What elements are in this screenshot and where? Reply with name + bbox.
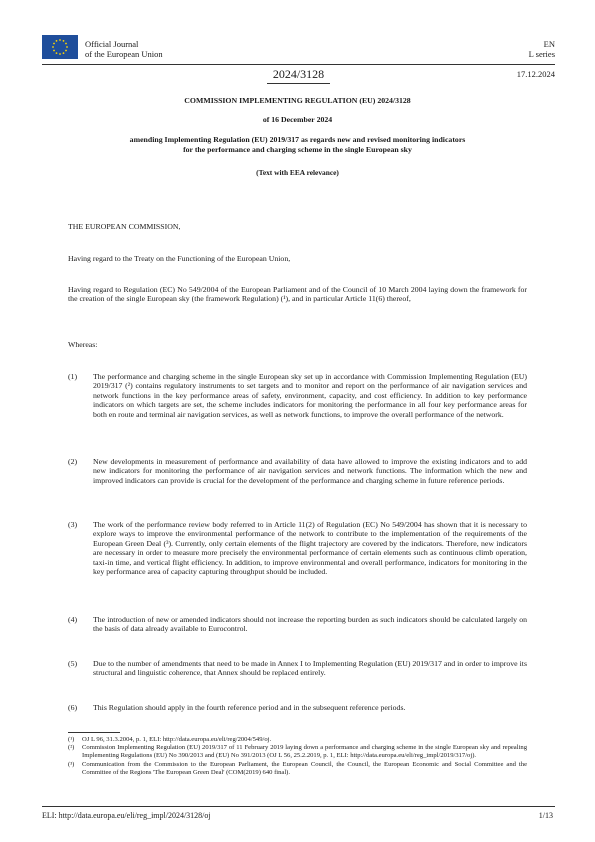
journal-title-line1: Official Journal xyxy=(85,39,139,49)
recital-text: This Regulation should apply in the fourth reference period and in the subsequent reference periods. xyxy=(93,703,406,712)
footnote-mark: (²) xyxy=(68,744,75,752)
regulation-subject-line1: amending Implementing Regulation (EU) 2019/317 as regards new and revised monitoring indicators xyxy=(129,135,466,144)
recital-number: (4) xyxy=(68,615,78,624)
document-number-text: 2024/3128 xyxy=(267,67,330,84)
whereas-label: Whereas: xyxy=(68,340,98,349)
regulation-subject xyxy=(60,135,535,155)
footnote xyxy=(68,744,527,760)
footer-divider xyxy=(42,806,555,807)
footnote-text: Commission Implementing Regulation (EU) 2019/317 of 11 February 2019 laying down a performance and charging scheme in the single European sky and repealing Implementing Regulations (EU) No 390/2013 and (EU) No 391/2013 (OJ L 56, 25.2.2019, p. 1, ELI: http://data.europa.eu/eli/reg_impl/2019/317/oj). xyxy=(82,744,527,760)
journal-header xyxy=(42,35,555,63)
recital-text: The introduction of new or amended indicators should not increase the reporting burden as such indicators should be calculated largely on the basis of data already available to Eurocontrol. xyxy=(93,615,527,634)
recital-text: The work of the performance review body referred to in Article 11(2) of Regulation (EC) No 549/2004 has shown that it is necessary to explore ways to improve the environmental performance of the network to contribute to the implementation of the requirements of the European Green Deal (³). Currently, only certain elements of the flight trajectory are covered by the indicators. Therefore, new indicators are necessary in order to measure more precisely the environmental performance of certain elements such as continuous climb operation, taxi-in time, and vertical flight efficiency. In addition, to improve environmental and overall performance, indicators for monitoring in the key performance area of capacity capturing throughput should be included. xyxy=(93,520,527,577)
recital-number: (6) xyxy=(68,703,78,712)
footnote-mark: (³) xyxy=(68,760,75,768)
header-divider xyxy=(42,64,555,65)
language-code: EN xyxy=(543,39,555,49)
regulation-date: of 16 December 2024 xyxy=(262,115,333,124)
regulation-subject-line2: for the performance and charging scheme in the single European sky xyxy=(183,145,412,154)
recital-number: (1) xyxy=(68,372,78,381)
language-series xyxy=(529,39,555,59)
recital-text: New developments in measurement of performance and availability of data have allowed to improve the existing indicators and to add new indicators for monitoring the performance of air navigation services and network functions. The information which the new and improved indicators can provide is crucial for the development of the performance and charging scheme in future reference periods. xyxy=(93,457,527,485)
footnote xyxy=(68,736,527,744)
recital-number: (3) xyxy=(68,520,78,529)
journal-title-line2: of the European Union xyxy=(85,49,163,59)
publication-date: 17.12.2024 xyxy=(516,69,555,79)
recital-text: Due to the number of amendments that need to be made in Annex I to Implementing Regulation (EU) 2019/317 and in order to improve its structural and linguistic coherence, that Annex should be replaced entirely. xyxy=(93,659,527,678)
journal-title xyxy=(85,39,163,59)
footnote-mark: (¹) xyxy=(68,736,75,743)
footnote-text: OJ L 96, 31.3.2004, p. 1, ELI: http://data.europa.eu/eli/reg/2004/549/oj. xyxy=(82,736,272,743)
series-label: L series xyxy=(528,49,555,59)
footnote-text: Communication from the Commission to the European Parliament, the European Council, the Council, the European Economic and Social Committee and the Committee of the Regions 'The European Green Deal' (COM(2019) 640 final). xyxy=(82,760,527,776)
document-number xyxy=(42,67,555,84)
commission-heading: THE EUROPEAN COMMISSION, xyxy=(68,222,181,231)
footnote-divider xyxy=(68,732,120,733)
having-regard-treaty: Having regard to the Treaty on the Functioning of the European Union, xyxy=(68,254,291,263)
eli-link[interactable]: ELI: http://data.europa.eu/eli/reg_impl/2024/3128/oj xyxy=(42,811,211,820)
eu-flag-icon xyxy=(42,35,78,59)
regulation-title-block xyxy=(60,96,535,177)
footnote xyxy=(68,761,527,777)
recital-number: (5) xyxy=(68,659,78,668)
regulation-title: COMMISSION IMPLEMENTING REGULATION (EU) 2024/3128 xyxy=(184,96,411,105)
eea-relevance: (Text with EEA relevance) xyxy=(256,168,339,177)
recital-number: (2) xyxy=(68,457,78,466)
recital-text: The performance and charging scheme in the single European sky set up in accordance with Commission Implementing Regulation (EU) 2019/317 (²) contains regulatory instruments to set targets and to monitor and report on the performance of air navigation services and network functions in the key performance areas of safety, environment, capacity, and cost efficiency. In addition to key performance indicators on which targets are set, the scheme includes indicators for monitoring the performance in all four key performance areas for both en route and terminal air navigation services, as well as network functions, to improve the overall performance of the network. xyxy=(93,372,527,419)
footnotes xyxy=(68,736,527,777)
having-regard-regulation: Having regard to Regulation (EC) No 549/2004 of the European Parliament and of the Council of 10 March 2004 laying down the framework for the creation of the single European sky (the framework Regulation) (¹), and in particular Article 11(6) thereof, xyxy=(68,285,527,304)
page-number: 1/13 xyxy=(538,811,553,820)
